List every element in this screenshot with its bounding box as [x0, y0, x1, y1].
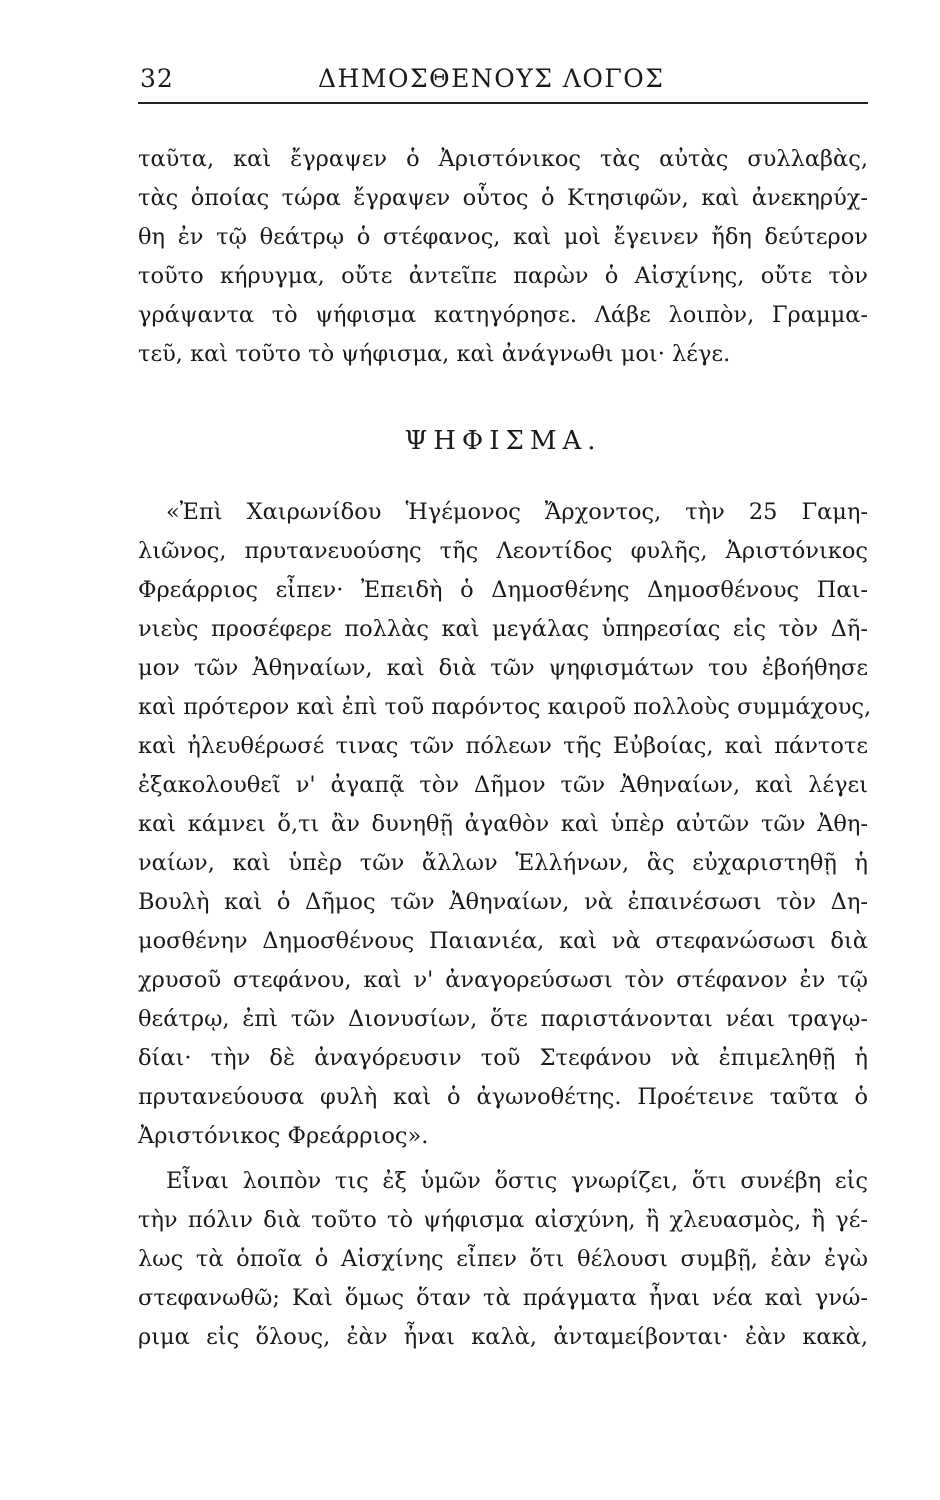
text-line: νιεὺς προσέφερε πολλὰς καὶ μεγάλας ὑπηρεσίας εἰς τὸν Δῆ-: [138, 616, 868, 642]
text-line: Φρεάρριος εἶπεν· Ἐπειδὴ ὁ Δημοσθένης Δημοσθένους Παι-: [138, 577, 868, 603]
text-line: χρυσοῦ στεφάνου, καὶ ν' ἀναγορεύσωσι τὸν στέφανον ἐν τῷ: [138, 967, 868, 993]
text-line: δίαι· τὴν δὲ ἀναγόρευσιν τοῦ Στεφάνου νὰ ἐπιμεληθῇ ἡ: [138, 1045, 868, 1071]
text-line: τεῦ, καὶ τοῦτο τὸ ψήφισμα, καὶ ἀνάγνωθι μοι· λέγε.: [138, 341, 731, 367]
text-line: γράψαντα τὸ ψήφισμα κατηγόρησε. Λάβε λοιπὸν, Γραμμα-: [138, 302, 868, 328]
paragraph-3: [138, 1162, 868, 1357]
text-line: Εἶναι λοιπὸν τις ἐξ ὑμῶν ὅστις γνωρίζει, ὅτι συνέβη εἰς: [166, 1168, 868, 1194]
decree-heading: ΨΗΦΙΣΜΑ.: [404, 426, 602, 456]
text-line: ριμα εἰς ὅλους, ἐὰν ἦναι καλὰ, ἀνταμείβονται· ἐὰν κακὰ,: [138, 1324, 868, 1350]
text-line: τὴν πόλιν διὰ τοῦτο τὸ ψήφισμα αἰσχύνη, ἢ χλευασμὸς, ἢ γέ-: [138, 1207, 868, 1233]
text-line: Ἀριστόνικος Φρεάρριος».: [138, 1123, 429, 1149]
text-line: ναίων, καὶ ὑπὲρ τῶν ἄλλων Ἑλλήνων, ἃς εὐχαριστηθῇ ἡ: [138, 850, 868, 876]
text-line: καὶ πρότερον καὶ ἐπὶ τοῦ παρόντος καιροῦ πολλοὺς συμμάχους,: [138, 694, 872, 720]
text-line: μοσθένην Δημοσθένους Παιανιέα, καὶ νὰ στεφανώσωσι διὰ: [138, 928, 868, 954]
text-line: Βουλὴ καὶ ὁ Δῆμος τῶν Ἀθηναίων, νὰ ἐπαινέσωσι τὸν Δη-: [138, 889, 868, 915]
text-line: «Ἐπὶ Χαιρωνίδου Ἡγέμονος Ἄρχοντος, τὴν 25 Γαμη-: [166, 499, 868, 525]
paragraph-1: [138, 140, 868, 374]
decree-text: [138, 493, 872, 1156]
page-header: [138, 62, 868, 104]
text-line: λως τὰ ὁποῖα ὁ Αἰσχίνης εἶπεν ὅτι θέλουσι συμβῇ, ἐὰν ἐγὼ: [138, 1246, 868, 1272]
text-line: θη ἐν τῷ θεάτρῳ ὁ στέφανος, καὶ μοὶ ἔγεινεν ἤδη δεύτερον: [138, 224, 868, 250]
text-line: ταῦτα, καὶ ἔγραψεν ὁ Ἀριστόνικος τὰς αὐτὰς συλλαβὰς,: [138, 146, 868, 172]
text-line: πρυτανεύουσα φυλὴ καὶ ὁ ἀγωνοθέτης. Προέτεινε ταῦτα ὁ: [138, 1084, 868, 1110]
text-line: τὰς ὁποίας τώρα ἔγραψεν οὗτος ὁ Κτησιφῶν, καὶ ἀνεκηρύχ-: [138, 185, 868, 211]
text-line: λιῶνος, πρυτανευούσης τῆς Λεοντίδος φυλῆς, Ἀριστόνικος: [138, 538, 868, 564]
running-title: ΔΗΜΟΣΘΕΝΟΥΣ ΛΟΓΟΣ: [318, 64, 665, 93]
page-number: 32: [140, 64, 174, 93]
text-line: στεφανωθῶ; Καὶ ὅμως ὅταν τὰ πράγματα ἦναι νέα καὶ γνώ-: [138, 1285, 868, 1311]
text-line: καὶ κάμνει ὅ,τι ἂν δυνηθῇ ἀγαθὸν καὶ ὑπὲρ αὐτῶν τῶν Ἀθη-: [138, 811, 868, 837]
text-line: μον τῶν Ἀθηναίων, καὶ διὰ τῶν ψηφισμάτων του ἐβοήθησε: [138, 655, 868, 681]
text-line: καὶ ἠλευθέρωσέ τινας τῶν πόλεων τῆς Εὐβοίας, καὶ πάντοτε: [138, 733, 868, 759]
text-line: θεάτρῳ, ἐπὶ τῶν Διονυσίων, ὅτε παριστάνονται νέαι τραγῳ-: [138, 1006, 868, 1032]
text-line: ἐξακολουθεῖ ν' ἀγαπᾷ τὸν Δῆμον τῶν Ἀθηναίων, καὶ λέγει: [138, 772, 868, 798]
text-line: τοῦτο κήρυγμα, οὔτε ἀντεῖπε παρὼν ὁ Αἰσχίνης, οὔτε τὸν: [138, 263, 868, 289]
